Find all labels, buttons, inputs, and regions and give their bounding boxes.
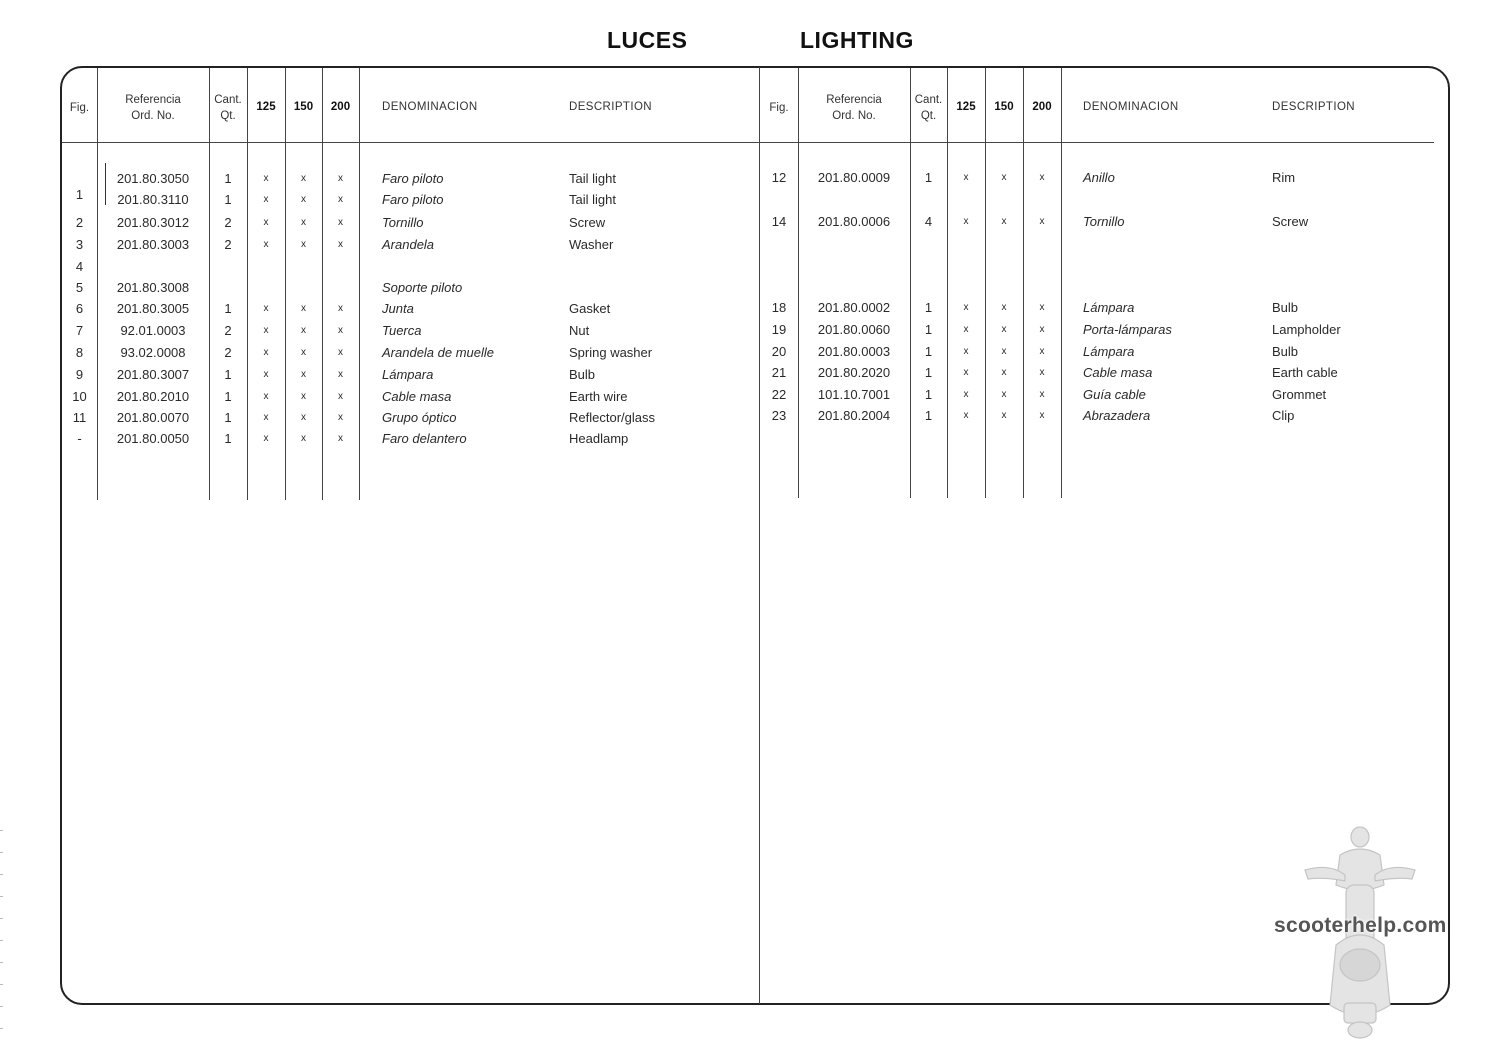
column-divider (985, 68, 986, 498)
cell-m200: x (1039, 389, 1045, 400)
cell-qty: 2 (224, 215, 232, 230)
cell-m150: x (301, 412, 306, 423)
cell-m125: x (963, 172, 969, 183)
cell-qty: 1 (224, 410, 232, 425)
cell-qty: 1 (924, 300, 933, 315)
cell-ref: 201.80.3007 (116, 367, 190, 382)
cell-fig: 10 (72, 389, 87, 404)
cell-desc: Screw (569, 215, 606, 230)
cell-denom: Tornillo (382, 215, 424, 230)
cell-fig: 20 (771, 344, 787, 359)
cell-m200: x (338, 369, 343, 380)
cell-m200: x (338, 303, 343, 314)
cell-m125: x (263, 303, 269, 314)
cell-m125: x (263, 325, 269, 336)
cell-ref: 201.80.3110 (117, 192, 189, 207)
cell-m150: x (1001, 216, 1007, 227)
cell-desc: Tail light (569, 192, 616, 207)
cell-ref: 201.80.2004 (817, 408, 891, 423)
cell-fig: 12 (771, 170, 787, 185)
cell-ref: 201.80.0006 (817, 214, 891, 229)
cell-qty: 1 (224, 367, 232, 382)
cell-m200: x (338, 433, 343, 444)
scan-mark (0, 852, 3, 853)
cell-desc: Tail light (569, 171, 616, 186)
cell-m150: x (301, 217, 306, 228)
cell-m125: x (963, 389, 969, 400)
cell-qty: 1 (924, 387, 933, 402)
cell-m150: x (301, 347, 306, 358)
cell-ref: 201.80.3050 (116, 171, 190, 186)
cell-m125: x (963, 216, 969, 227)
cell-m200: x (338, 217, 343, 228)
cell-ref: 201.80.3012 (116, 215, 190, 230)
cell-m125: x (263, 347, 269, 358)
cell-m150: x (1001, 389, 1007, 400)
cell-m150: x (301, 173, 306, 184)
cell-m125: x (263, 391, 269, 402)
cell-m200: x (338, 391, 343, 402)
cell-m200: x (338, 194, 343, 205)
cell-fig: 4 (75, 259, 84, 274)
header-ref-right: Referencia (826, 94, 882, 106)
cell-ref: 201.80.3008 (116, 280, 190, 295)
cell-m200: x (338, 173, 343, 184)
scan-mark (0, 1028, 3, 1029)
cell-qty: 1 (924, 170, 933, 185)
cell-qty: 1 (224, 301, 232, 316)
cell-m125: x (263, 239, 269, 250)
cell-ref: 201.80.0070 (116, 410, 190, 425)
cell-denom: Arandela de muelle (382, 345, 495, 360)
cell-denom: Soporte piloto (382, 280, 463, 295)
cell-denom: Lámpara (1083, 300, 1135, 315)
header-200-right: 200 (1032, 101, 1052, 113)
cell-denom: Faro piloto (382, 192, 444, 207)
cell-fig: 14 (771, 214, 787, 229)
cell-fig: 8 (75, 345, 84, 360)
cell-qty: 2 (224, 323, 232, 338)
cell-denom: Faro delantero (382, 431, 467, 446)
cell-m125: x (963, 346, 969, 357)
cell-ref: 92.01.0003 (120, 323, 186, 338)
cell-m200: x (338, 412, 343, 423)
cell-desc: Lampholder (1272, 322, 1341, 337)
header-125-right: 125 (956, 101, 976, 113)
header-denominacion-right: DENOMINACION (1083, 101, 1179, 113)
header-150-right: 150 (994, 101, 1014, 113)
cell-qty: 2 (224, 345, 232, 360)
cell-qty: 1 (224, 192, 232, 207)
cell-desc: Bulb (1272, 300, 1299, 315)
cell-fig: 19 (771, 322, 787, 337)
cell-desc: Gasket (569, 301, 611, 316)
cell-qty: 1 (924, 322, 933, 337)
cell-qty: 1 (924, 365, 933, 380)
header-description-right: DESCRIPTION (1272, 101, 1355, 113)
cell-ref: 201.80.0060 (817, 322, 891, 337)
column-divider (910, 68, 911, 498)
cell-m200: x (1039, 324, 1045, 335)
cell-m200: x (1039, 346, 1045, 357)
cell-qty: 1 (224, 389, 232, 404)
cell-ref: 201.80.0002 (817, 300, 891, 315)
cell-m150: x (301, 325, 306, 336)
header-qty-qt-right: Qt. (920, 110, 937, 122)
page-title-english: LIGHTING (800, 27, 914, 53)
cell-desc: Bulb (569, 367, 596, 382)
cell-m125: x (963, 324, 969, 335)
cell-ref: 201.80.2010 (116, 389, 190, 404)
cell-fig: 18 (771, 300, 787, 315)
cell-fig: 1 (75, 187, 84, 202)
cell-fig: 6 (75, 301, 84, 316)
header-qty-right: Cant. (914, 94, 943, 106)
cell-desc: Bulb (1272, 344, 1299, 359)
cell-denom: Lámpara (382, 367, 434, 382)
cell-desc: Rim (1272, 170, 1296, 185)
cell-denom: Lámpara (1083, 344, 1135, 359)
cell-ref: 201.80.0003 (817, 344, 891, 359)
cell-denom: Tornillo (1083, 214, 1125, 229)
cell-denom: Porta-lámparas (1083, 322, 1172, 337)
cell-qty: 1 (924, 408, 933, 423)
header-200-left: 200 (330, 101, 351, 113)
header-fig-right: Fig. (769, 102, 789, 114)
scan-mark (0, 918, 3, 919)
column-divider (798, 68, 799, 498)
cell-m125: x (263, 194, 269, 205)
cell-m125: x (263, 433, 269, 444)
cell-denom: Junta (382, 301, 414, 316)
row-divider (62, 142, 1434, 143)
cell-qty: 4 (924, 214, 933, 229)
cell-fig: 22 (771, 387, 787, 402)
cell-desc: Grommet (1272, 387, 1327, 402)
cell-fig: 3 (75, 237, 84, 252)
cell-fig: 23 (771, 408, 787, 423)
cell-m150: x (301, 303, 306, 314)
column-divider (1061, 68, 1062, 498)
scan-mark (0, 940, 3, 941)
cell-fig: 2 (75, 215, 84, 230)
cell-ref: 201.80.3003 (116, 237, 190, 252)
cell-desc: Headlamp (569, 431, 629, 446)
cell-ref: 93.02.0008 (120, 345, 186, 360)
cell-m150: x (1001, 346, 1007, 357)
cell-desc: Reflector/glass (569, 410, 655, 425)
cell-m150: x (301, 194, 306, 205)
cell-m125: x (263, 369, 269, 380)
cell-m125: x (263, 173, 269, 184)
cell-qty: 1 (924, 344, 933, 359)
header-ref-no-left: Ord. No. (131, 110, 175, 122)
cell-m200: x (338, 239, 343, 250)
cell-ref: 201.80.2020 (817, 365, 891, 380)
cell-m150: x (1001, 367, 1007, 378)
cell-m200: x (1039, 216, 1045, 227)
scan-mark (0, 984, 3, 985)
header-fig-left: Fig. (69, 102, 90, 114)
cell-m125: x (963, 302, 969, 313)
header-ref-left: Referencia (125, 94, 181, 106)
cell-m150: x (301, 239, 306, 250)
cell-denom: Abrazadera (1083, 408, 1151, 423)
cell-fig: 11 (72, 410, 87, 425)
cell-ref: 201.80.0009 (817, 170, 891, 185)
column-divider (759, 67, 760, 1004)
cell-m125: x (963, 367, 969, 378)
cell-denom: Grupo óptico (382, 410, 457, 425)
cell-fig: 7 (75, 323, 84, 338)
scan-mark (0, 896, 3, 897)
cell-fig: - (77, 431, 82, 446)
cell-m150: x (301, 369, 306, 380)
cell-m200: x (338, 325, 343, 336)
column-divider (947, 68, 948, 498)
cell-qty: 2 (224, 237, 232, 252)
cell-desc: Clip (1272, 408, 1295, 423)
cell-m200: x (1039, 410, 1045, 421)
header-ref-no-right: Ord. No. (832, 110, 876, 122)
cell-denom: Guía cable (1083, 387, 1146, 402)
header-qty-left: Cant. (214, 94, 242, 106)
cell-fig: 21 (771, 365, 787, 380)
cell-denom: Cable masa (1083, 365, 1153, 380)
cell-qty: 1 (224, 171, 232, 186)
cell-desc: Washer (569, 237, 614, 252)
cell-desc: Screw (1272, 214, 1309, 229)
cell-ref: 101.10.7001 (817, 387, 891, 402)
cell-ref: 201.80.0050 (116, 431, 190, 446)
cell-fig: 5 (75, 280, 84, 295)
page-title-spanish: LUCES (607, 27, 688, 53)
cell-m125: x (263, 412, 269, 423)
column-divider (359, 68, 360, 500)
cell-qty: 1 (224, 431, 232, 446)
cell-m200: x (1039, 172, 1045, 183)
cell-denom: Arandela (382, 237, 435, 252)
cell-desc: Spring washer (569, 345, 653, 360)
cell-denom: Tuerca (382, 323, 422, 338)
header-description-left: DESCRIPTION (569, 101, 652, 113)
watermark-text: scooterhelp.com (1274, 914, 1447, 937)
cell-m200: x (338, 347, 343, 358)
cell-m150: x (1001, 302, 1007, 313)
cell-desc: Earth cable (1272, 365, 1338, 380)
group-bracket (105, 163, 110, 205)
cell-desc: Earth wire (569, 389, 628, 404)
column-divider (1023, 68, 1024, 498)
cell-m150: x (301, 433, 306, 444)
header-qty-qt-left: Qt. (220, 110, 236, 122)
cell-m150: x (1001, 324, 1007, 335)
cell-denom: Faro piloto (382, 171, 444, 186)
cell-m150: x (1001, 410, 1007, 421)
cell-denom: Anillo (1083, 170, 1115, 185)
cell-m150: x (301, 391, 306, 402)
header-denominacion-left: DENOMINACION (382, 101, 478, 113)
scan-mark (0, 830, 3, 831)
cell-desc: Nut (569, 323, 590, 338)
cell-m200: x (1039, 302, 1045, 313)
cell-m125: x (963, 410, 969, 421)
cell-m125: x (263, 217, 269, 228)
scan-mark (0, 962, 3, 963)
header-125-left: 125 (256, 101, 276, 113)
cell-ref: 201.80.3005 (116, 301, 190, 316)
scan-mark (0, 1006, 3, 1007)
header-150-left: 150 (293, 101, 314, 113)
scan-mark (0, 874, 3, 875)
cell-m200: x (1039, 367, 1045, 378)
cell-denom: Cable masa (382, 389, 452, 404)
cell-fig: 9 (75, 367, 84, 382)
cell-m150: x (1001, 172, 1007, 183)
